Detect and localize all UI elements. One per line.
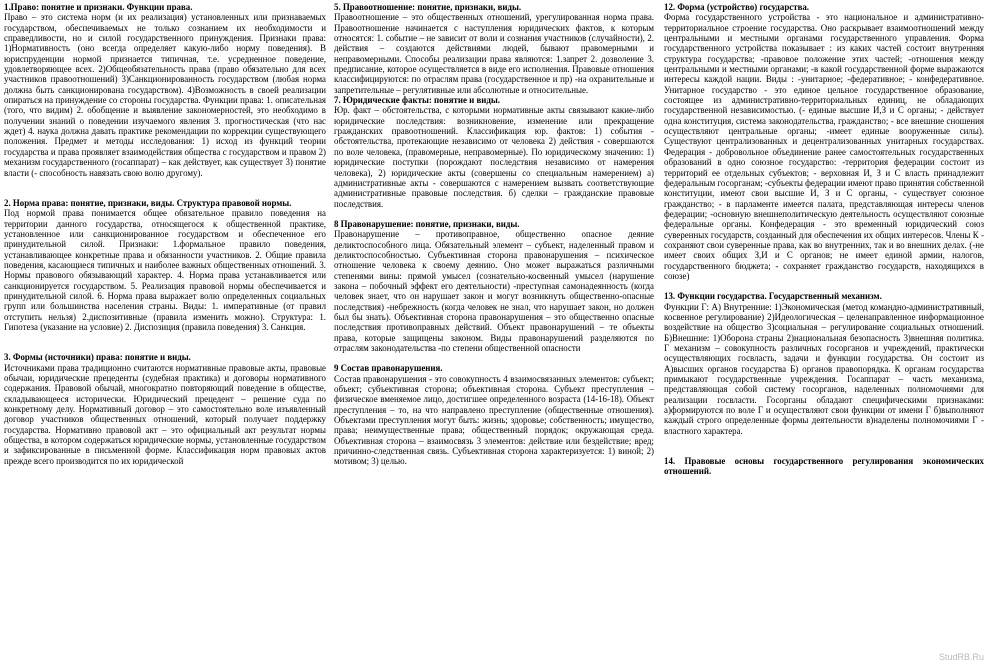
section-heading: 1.Право: понятие и признаки. Функции права. <box>4 2 193 12</box>
section-body: Правонарушение – противоправное, общественно опасное деяние деликтоспособного лица. Обязательный элемент – субъект, наделенный правом и деликтоспособностью. Субъективная сторона правонарушения – психическое отношение человека к своему деянию. Оно может выражаться различными степенями вины: прямой умысел (сознательно-косвенный умысел (нарушение закона – побочный эффект его деятельности) -преступная самонадеянность (когда человек знает, что он нарушает закон и могут возникнуть общественно-опасные последствия) -небрежность (когда человек не знал, что нарушает закон, но должен был бы знать). Объективная сторона правонарушения – это общественно опасные последствия противоправных действий. Объект правонарушений – те объекты права, которые защищены законом. Виды правонарушений разделяются по отраслям законодательства -по степени общественной опасности <box>334 229 654 353</box>
column-3 <box>664 2 984 662</box>
section-heading: 2. Норма права: понятие, признаки, виды. Структура правовой нормы. <box>4 197 292 208</box>
column-2 <box>334 2 654 662</box>
section-body: Форма государственного устройства - это национальное и административно-территориальное строение государства. Оно раскрывает взаимоотношений между центральными и местными органами государственного управления. Форма государственного устройства показывает : из каких частей состоит внутренняя структура государства; -правовое положение этих частей; -отношения между центральными и местными органами; -в какой государственной форме выражаются интересы каждой нации. Виды : -унитарное; -федеративное; - конфедеративное. Унитарное государство - это единое цельное государственное образование, состоящее из административно-территориальных единиц, не обладающих государственной независимостью. (- единые высшие И,З и С органы; - действует одна конституция, система законодательства, гражданство; - все внешние сношения осуществляют центральные органы; -имеет единые вооруженные силы). Существуют централизованных и децентрализованных унитарных государствах. Федерация - добровольное объединение ранее самостоятельных государственных образований в одно союзное государство: -территория федерации состоит из территорий ее отдельных субъектов; - верховная И, З и С власть принадлежит федеральным госорганам; -субъекты федерации имеют право принятия собственной конституции, имеют свои высшие И, З и С органы, - существует союзное гражданство; - в парламенте имеется палата, представляющая интересы членов федерации; -основную внешнеполитическую деятельность осуществляют союзные федеральные органы. Конфедерация - это временный юридический союз суверенных государств, созданный для обеспечения их общих интересов. Члены К - сохраняют свои суверенные права, как во внутренних, так и во внешних делах. (-не имеет своих общих З,И и С органов; не имеет единой армии, налогов, государственного бюджета; - сохраняет гражданство государств, находящихся в союзе) <box>664 12 984 281</box>
section-body: Функции Г: А) Внутренние: 1)Экономическая (метод командно-административный, косвенное регулирование) 2)Идеологическая – целенаправленное информационное воздействие на общество 3)социальная – регулирование социальных отношений. Б)Внешние: 1)Оборона страны 2)национальная безопасность 3)внешняя политика. Г механизм – совокупность различных госорганов и учреждений, практически осуществляющих госвласть, задачи и функции государства. Он состоит из А)высших органов государства Б) органов правопорядка. К органам государства примыкают государственные учреждения. Госаппарат – часть механизма, представляющая собой систему госорганов, наделенных полномочиями для реализации госвласти. Госорганы обладают специфическими признаками: а)формируются по воле Г и осуществляют свои функции от имени Г б)выполняют каждый строго определенные формы деятельности в)наделены полномочиями Г - властного характера. <box>664 301 984 436</box>
section-heading: 9 Состав правонарушения. <box>334 363 443 374</box>
section-heading: 14. Правовые основы государственного регулирования экономических отношений. <box>664 456 984 477</box>
section-body: Под нормой права понимается общее обязательное правило поведения на территории данного государства, относящегося к общественной практике, установленное или санкционированное государством и обеспеченное его принудительной силой. Признаки: 1.формальное правило поведения, устанавливающее конкретные права и обязанности участников. 2. Общие правила поведения, касающиеся типичных и наиболее важных общественных отношений. 3. Нормы правового обязывающий характер. 4. Норма права устанавливается или санкционируется государством. 5. Реализация правовой нормы обеспечивается и принудительной силой. 6. Норма права выражает волю определенных социальных групп или большинства населения страны. Виды: 1. императивные (от правил отступить нельзя) 2.диспозитивные (правила изменить можно). Структура: 1. Гипотеза (указание на условие) 2. Диспозиция (правила поведения) 3. Санкция. <box>4 208 326 332</box>
section-body: Состав правонарушения - это совокупность 4 взаимосвязанных элементов: субъект; объект; субъективная сторона; объективная сторона. Субъект преступления – физическое вменяемое лицо, достигшее определенного возраста (14-16-18). Объект преступления – то, на что направлено преступление (общественные отношения). Объектами преступления могут быть: жизнь; здоровье; собственность; имущество, права; неимущественные права; общественный порядок; окружающая среда. Объективная сторона – взаимосвязь 3 элементов: действие или бездействие; вред; причинно-следственная связь. Субъективная сторона характеризуется: 1) виной; 2) мотивом; 3) целью. <box>334 373 654 467</box>
column-1 <box>4 2 326 662</box>
section-body: Правоотношение – это общественных отношений, урегулированная норма права. Правоотношение начинается с наступления юридических фактов, к которым относятся: 1. событие – не зависит от воли и сознания участников (случайности), 2. действия – создаются действиями людей, бывают правомерными и неправомерными. Способы реализации права являются: 1.запрет 2. дозволение 3. предписание, которое осуществляется в виде его исполнения. Правовые отношения классифицируются: по отраслям права (государственное и пр) -на охранительные и запретительные – регулятивные или абсолютные и относительные. <box>334 12 654 95</box>
section-heading: 7. Юридические факты: понятие и виды. <box>334 95 501 106</box>
section-heading: 13. Функции государства. Государственный механизм. <box>664 291 882 302</box>
section-heading: 8 Правонарушение: понятие, признаки, виды. <box>334 218 520 229</box>
section-heading: 3. Формы (источники) права: понятие и виды. <box>4 352 191 363</box>
watermark: StudRB.Ru <box>938 652 984 662</box>
section-body: Источниками права традиционно считаются нормативные правовые акты, правовые обычаи, юридические прецеденты (судебная практика) и договоры нормативного содержания. Правовой обычай, многократно повторяющий поведение в обществе, складывающееся исторически. Юридический прецедент – решение суда по конкретному делу. Нормативный договор – это самостоятельно воле изъявленный договор участников общественных отношений, который получает поддержку государства. Нормативно правовой акт – это официальный акт результат нормы общества, в котором содержаться юридические нормы, установленные государством и зафиксированные в письменной форме. Классификация норм правовых актов прежде всего производится по их юридической <box>4 362 326 466</box>
section-heading: 5. Правоотношение: понятие, признаки, виды. <box>334 2 522 12</box>
section-body: Право – это система норм (и их реализация) установленных или признаваемых государством, обеспечиваемых не только сознанием их необходимости и справедливости, но и силой государственного принуждения. Признаки права: 1)Нормативность (оно всегда определяет какую-либо норму поведения). В юриспруденции нормой признается типичная, т.е. усредненное поведение, удовлетворяющее всех. 2)Общеобязательность права (право обязательно для всех участников правоотношений) 3)Санкционированность государством (любая норма должна быть санкционирована государством). 4)Возможность в своей реализации опираться на принуждение со стороны государства. Функции права: 1. описательная (того, что видим) 2. обобщение и выявление закономерностей, это необходимо в получении знаний о поведении изучаемого явления 3. прогностическая (что нас ждет) 4. наука должна давать практике рекомендации по коррекции существующего положения. Предмет и методы исследования: 1) исход из функций теории государства и права проявляет взаимодействия общества с государством и правом 2) механизм государственного (госаппарат) – как действует, как существует 3) понятие власти (- способность навязать свою волю другому). <box>4 12 326 178</box>
section-body: Юр. факт – обстоятельства, с которыми нормативные акты связывают какие-либо юридические последствия: возникновение, изменение или прекращение гражданских правоотношений. Классификация юр. фактов: 1) события - обстоятельства, протекающие независимо от человека 2) действия - совершаются по воле человека, (правомерные, неправомерные). По юридическому значению: 1) юридические поступки (порождают последствия независимо от намерения человека), 2) юридические акты (совершены со специальным намерением) а) административные акты - совершаются с намерением вызвать соответствующие административные правовые последствия. б) сделки – гражданские правовые последствия. <box>334 105 654 209</box>
section-heading: 12. Форма (устройство) государства. <box>664 2 810 12</box>
